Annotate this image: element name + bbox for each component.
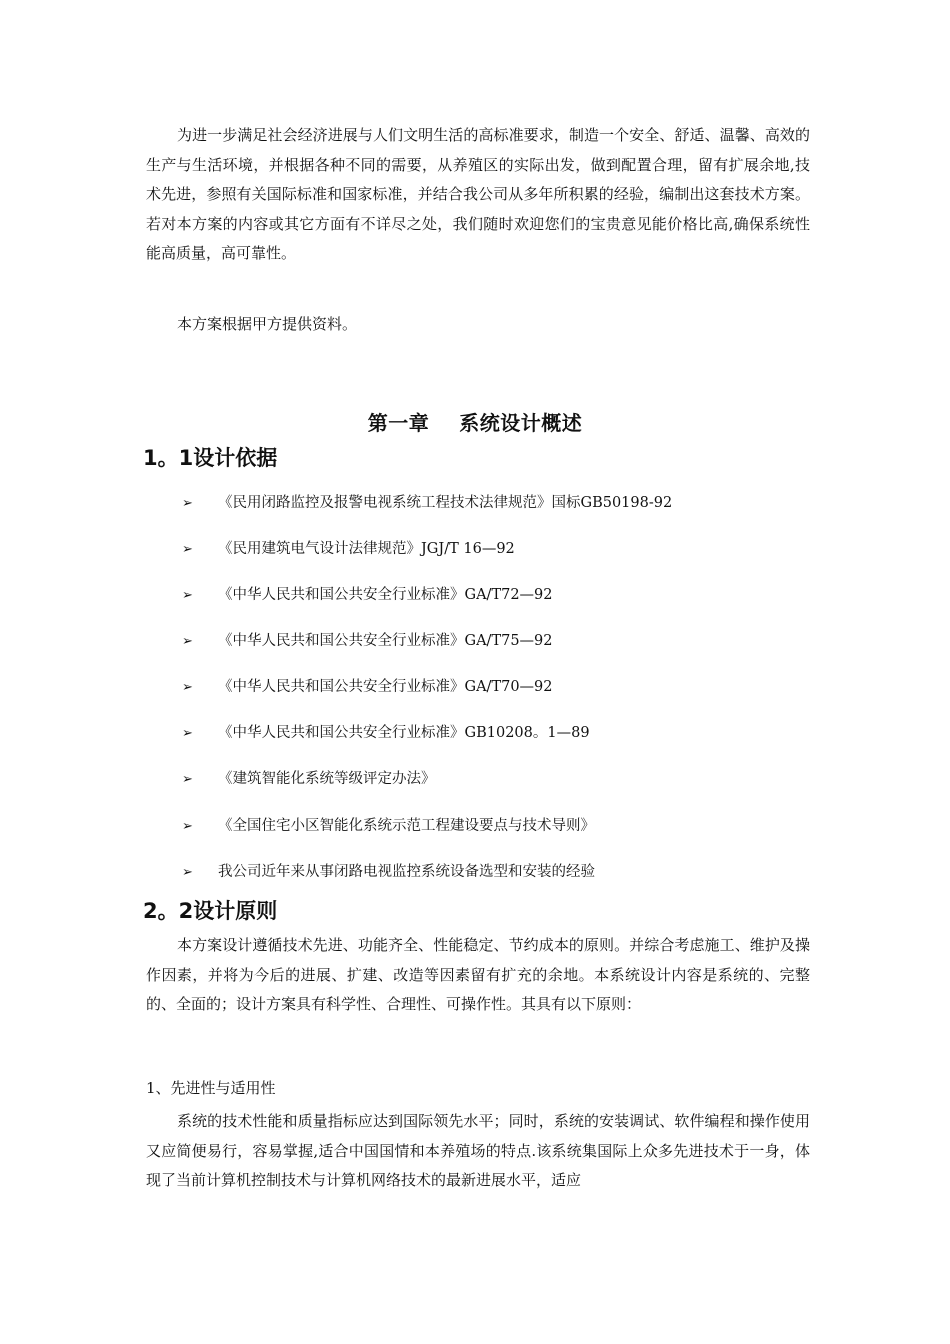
bullet-arrow-icon: ➢ — [182, 542, 193, 557]
advanced-applicability-paragraph: 系统的技术性能和质量指标应达到国际领先水平；同时，系统的安装调试、软件编程和操作使用又应简便易行，容易掌握,适合中国国情和本养殖场的特点.该系统集国际上众多先进技术于一身，体现了当前计算机控制技术与计算机网络技术的最新进展水平，适应 — [146, 1112, 810, 1189]
intro-paragraph: 为进一步满足社会经济进展与人们文明生活的高标准要求，制造一个安全、舒适、温馨、高效的生产与生活环境，并根据各种不同的需要，从养殖区的实际出发，做到配置合理，留有扩展余地,技术先进，参照有关国际标准和国家标准，并结合我公司从多年所积累的经验，编制出这套技术方案。若对本方案的内容或其它方面有不详尽之处，我们随时欢迎您们的宝贵意见能价格比高,确保系统性能高质量，高可靠性。 — [146, 126, 810, 262]
bullet-arrow-icon: ➢ — [182, 634, 193, 649]
list-item: ➢ 我公司近年来从事闭路电视监控系统设备选型和安装的经验 — [182, 862, 822, 883]
chapter-number: 第一章 — [367, 411, 430, 435]
bullet-arrow-icon: ➢ — [182, 680, 193, 695]
list-item: ➢ 《中华人民共和国公共安全行业标准》GA/T75—92 — [182, 631, 822, 652]
list-item: ➢ 《中华人民共和国公共安全行业标准》GA/T70—92 — [182, 677, 822, 698]
bullet-arrow-icon: ➢ — [182, 772, 193, 787]
list-item: ➢ 《中华人民共和国公共安全行业标准》GA/T72—92 — [182, 585, 822, 606]
list-item: ➢ 《民用闭路监控及报警电视系统工程技术法律规范》国标GB50198-92 — [182, 493, 822, 514]
subheading-advanced-applicability: 1、先进性与适用性 — [146, 1079, 276, 1097]
chapter-heading — [0, 407, 950, 436]
bullet-arrow-icon: ➢ — [182, 819, 193, 834]
list-item: ➢ 《建筑智能化系统等级评定办法》 — [182, 769, 822, 790]
bullet-arrow-icon: ➢ — [182, 726, 193, 741]
intro-note: 本方案根据甲方提供资料。 — [177, 315, 358, 333]
section-heading-design-basis: 1。1设计依据 — [143, 446, 278, 470]
principles-paragraph: 本方案设计遵循技术先进、功能齐全、性能稳定、节约成本的原则。并综合考虑施工、维护及操作因素，并将为今后的进展、扩建、改造等因素留有扩充的余地。本系统设计内容是系统的、完整的、全面的；设计方案具有科学性、合理性、可操作性。其具有以下原则： — [146, 936, 810, 1013]
bullet-arrow-icon: ➢ — [182, 496, 193, 511]
bullet-arrow-icon: ➢ — [182, 865, 193, 880]
list-item: ➢ 《全国住宅小区智能化系统示范工程建设要点与技术导则》 — [182, 816, 822, 837]
list-item: ➢ 《民用建筑电气设计法律规范》JGJ/T 16—92 — [182, 539, 822, 560]
bullet-arrow-icon: ➢ — [182, 588, 193, 603]
list-item: ➢ 《中华人民共和国公共安全行业标准》GB10208。1—89 — [182, 723, 822, 744]
section-heading-design-principles: 2。2设计原则 — [143, 899, 278, 923]
chapter-title: 系统设计概述 — [459, 411, 583, 435]
